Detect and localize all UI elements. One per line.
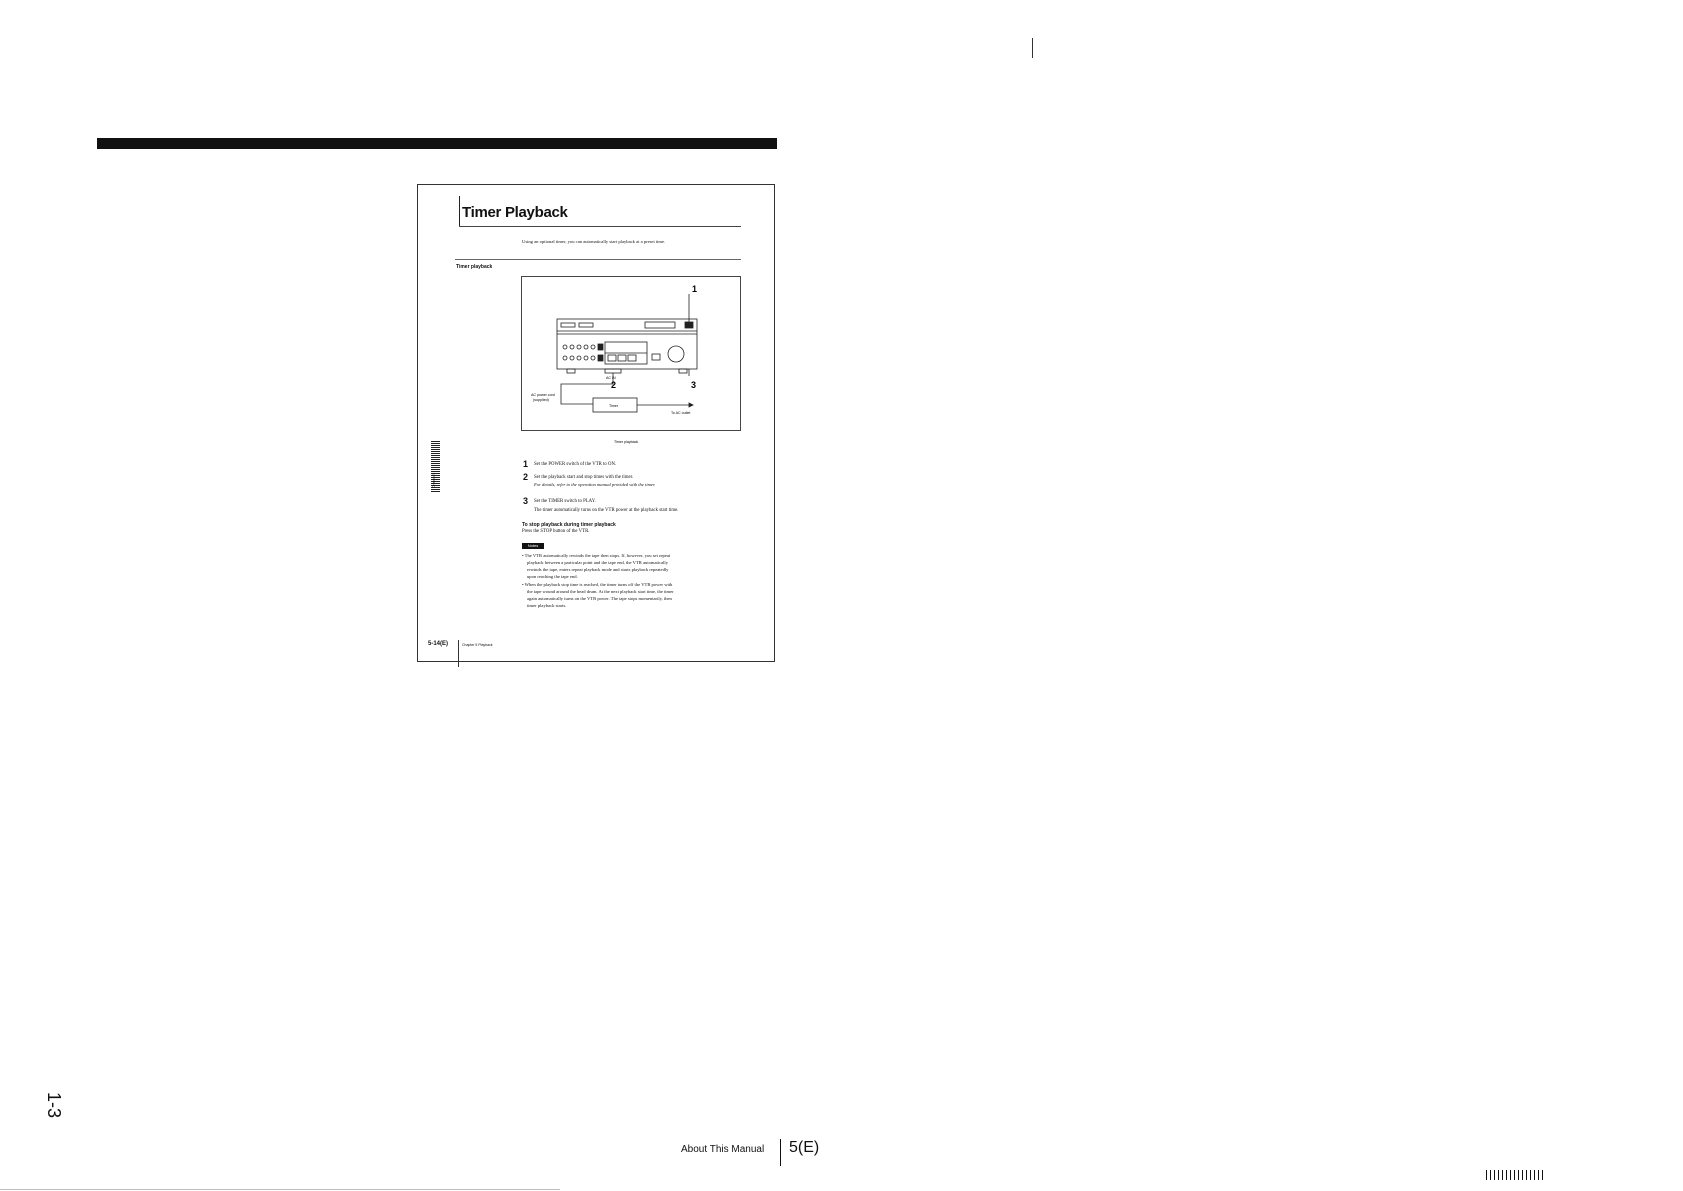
barcode [1486, 1170, 1544, 1180]
note-line: playback between a particular point and the tape end, the VTR automatically [527, 560, 668, 565]
vtr-unit-illustration [557, 294, 697, 376]
step-2-number: 2 [523, 472, 529, 482]
timer-label: Timer [609, 404, 619, 408]
inset-footer-separator [458, 640, 459, 667]
callout-2: 2 [611, 380, 617, 390]
step-3-sub: The timer automatically turns on the VTR power at the playback start time. [534, 508, 679, 513]
section-label: Timer playback [456, 264, 493, 270]
step-1-number: 1 [523, 459, 529, 469]
note-line: timer playback starts. [527, 603, 567, 608]
connection-lines [561, 373, 693, 412]
note-line: • When the playback stop time is reached, the timer turns off the VTR power with [522, 582, 673, 587]
note-line: upon reaching the tape end. [527, 574, 578, 579]
section-rule [455, 259, 741, 260]
stop-heading: To stop playback during timer playback [522, 522, 616, 528]
inset-footer-label: Chapter 5 Playback [462, 643, 493, 647]
callout-1: 1 [692, 284, 698, 294]
power-cord-label: AC power cord [531, 393, 555, 397]
note-line: again automatically turns on the VTR power. The tape stops momentarily, then [527, 596, 672, 601]
inset-page-number: 5-14(E) [428, 641, 449, 647]
step-1-text: Set the POWER switch of the VTR to ON. [534, 462, 617, 467]
outlet-label: To AC outlet [671, 411, 691, 415]
inset-title: Timer Playback [462, 204, 568, 221]
callout-3: 3 [691, 380, 697, 390]
side-marker: 1-3 [44, 1092, 64, 1119]
chapter-tab-label: Chapter 5 [432, 472, 436, 488]
note-line: the tape wound around the head drum. At the next playback start time, the timer [527, 589, 674, 594]
stop-text: Press the STOP button of the VTR. [522, 529, 590, 534]
fold-mark [1032, 38, 1033, 58]
step-2-text: Set the playback start and stop times with the timer. [534, 475, 634, 480]
title-underline [459, 226, 741, 227]
step-3-text: Set the TIMER switch to PLAY. [534, 499, 596, 504]
note-line: rewinds the tape, enters repeat playback mode and starts playback repeatedly [527, 567, 669, 572]
power-cord-sub: (supplied) [533, 398, 549, 402]
footer-label: About This Manual [681, 1144, 765, 1155]
bottom-rule [0, 1189, 560, 1190]
header-bar [97, 138, 777, 149]
footer-separator [780, 1139, 781, 1166]
notes-badge: Notes [522, 543, 544, 549]
step-2-sub: For details, refer to the operation manual provided with the timer. [534, 482, 656, 487]
ac-in-label: AC IN [606, 376, 616, 380]
vtr-connection-diagram [521, 276, 741, 446]
step-3-number: 3 [523, 496, 529, 506]
intro-text: Using an optional timer, you can automatically start playback at a preset time. [522, 239, 666, 244]
title-rule [459, 196, 460, 227]
page-number: 5(E) [789, 1139, 820, 1156]
note-line: • The VTR automatically rewinds the tape then stops. If, however, you set repeat [522, 553, 671, 558]
figure-caption: Timer playback [614, 440, 639, 444]
